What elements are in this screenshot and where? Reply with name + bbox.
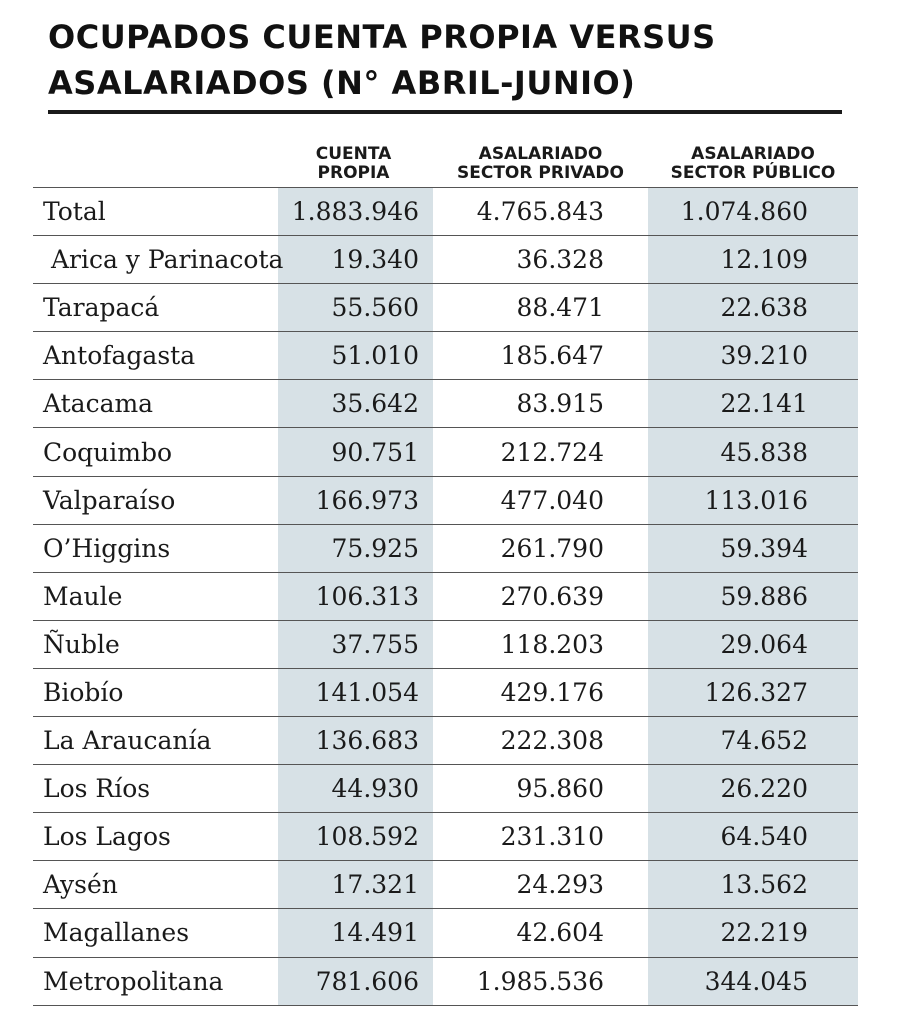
cell-asalariado-publico: 344.045: [648, 957, 858, 1005]
cell-cuenta-propia: 90.751: [278, 428, 433, 476]
cell-asalariado-privado: 4.765.843: [433, 188, 648, 236]
header-cuenta-propia-line1: CUENTA: [315, 144, 392, 164]
cell-asalariado-privado: 222.308: [433, 717, 648, 765]
cell-region: Ñuble: [33, 620, 278, 668]
cell-cuenta-propia: 37.755: [278, 620, 433, 668]
cell-region: Maule: [33, 572, 278, 620]
cell-region: Aysén: [33, 861, 278, 909]
header-asalariado-privado: [433, 127, 648, 188]
cell-cuenta-propia: 1.883.946: [278, 188, 433, 236]
data-table: [33, 127, 858, 1006]
cell-asalariado-privado: 118.203: [433, 620, 648, 668]
cell-asalariado-publico: 22.219: [648, 909, 858, 957]
table-row: [33, 668, 858, 716]
cell-region: Antofagasta: [33, 332, 278, 380]
table-row: [33, 524, 858, 572]
header-asalariado-privado-line2: SECTOR PRIVADO: [457, 163, 624, 183]
cell-cuenta-propia: 106.313: [278, 572, 433, 620]
cell-asalariado-publico: 12.109: [648, 236, 858, 284]
table-row: [33, 428, 858, 476]
cell-asalariado-privado: 88.471: [433, 284, 648, 332]
table-row: [33, 861, 858, 909]
cell-asalariado-publico: 74.652: [648, 717, 858, 765]
title-rule: [48, 110, 842, 114]
cell-asalariado-publico: 26.220: [648, 765, 858, 813]
table-row: [33, 236, 858, 284]
cell-cuenta-propia: 14.491: [278, 909, 433, 957]
table-row: [33, 572, 858, 620]
table-row: [33, 813, 858, 861]
cell-region: Metropolitana: [33, 957, 278, 1005]
cell-region: Los Ríos: [33, 765, 278, 813]
cell-asalariado-publico: 45.838: [648, 428, 858, 476]
cell-asalariado-privado: 212.724: [433, 428, 648, 476]
cell-region: O’Higgins: [33, 524, 278, 572]
header-asalariado-privado-line1: ASALARIADO: [478, 144, 603, 164]
header-asalariado-publico-line1: ASALARIADO: [691, 144, 815, 164]
cell-asalariado-privado: 270.639: [433, 572, 648, 620]
header-cuenta-propia-line2: PROPIA: [317, 163, 390, 183]
cell-cuenta-propia: 108.592: [278, 813, 433, 861]
title-line-1: OCUPADOS CUENTA PROPIA VERSUS: [48, 18, 716, 56]
cell-asalariado-publico: 22.638: [648, 284, 858, 332]
cell-region: Los Lagos: [33, 813, 278, 861]
cell-region: Coquimbo: [33, 428, 278, 476]
cell-asalariado-privado: 185.647: [433, 332, 648, 380]
cell-region: Tarapacá: [33, 284, 278, 332]
cell-cuenta-propia: 75.925: [278, 524, 433, 572]
cell-asalariado-privado: 1.985.536: [433, 957, 648, 1005]
cell-region: Arica y Parinacota: [33, 236, 278, 284]
cell-asalariado-privado: 429.176: [433, 668, 648, 716]
cell-asalariado-privado: 477.040: [433, 476, 648, 524]
cell-asalariado-privado: 42.604: [433, 909, 648, 957]
cell-asalariado-publico: 29.064: [648, 620, 858, 668]
cell-cuenta-propia: 17.321: [278, 861, 433, 909]
table-row: [33, 909, 858, 957]
header-cuenta-propia: [278, 127, 433, 188]
cell-asalariado-privado: 36.328: [433, 236, 648, 284]
cell-cuenta-propia: 136.683: [278, 717, 433, 765]
header-asalariado-publico-line2: SECTOR PÚBLICO: [670, 163, 836, 183]
cell-asalariado-publico: 1.074.860: [648, 188, 858, 236]
cell-asalariado-privado: 95.860: [433, 765, 648, 813]
title-line-2: ASALARIADOS (N° ABRIL-JUNIO): [48, 64, 636, 102]
cell-asalariado-publico: 64.540: [648, 813, 858, 861]
header-row: [33, 127, 858, 188]
cell-cuenta-propia: 19.340: [278, 236, 433, 284]
cell-asalariado-publico: 39.210: [648, 332, 858, 380]
table-row: [33, 957, 858, 1005]
cell-cuenta-propia: 781.606: [278, 957, 433, 1005]
header-asalariado-publico: [648, 127, 858, 188]
cell-asalariado-publico: 113.016: [648, 476, 858, 524]
table-title: [48, 14, 848, 106]
table-body: [33, 188, 858, 1006]
cell-cuenta-propia: 35.642: [278, 380, 433, 428]
table-row: [33, 765, 858, 813]
cell-cuenta-propia: 166.973: [278, 476, 433, 524]
cell-region: Valparaíso: [33, 476, 278, 524]
cell-region: Magallanes: [33, 909, 278, 957]
cell-cuenta-propia: 55.560: [278, 284, 433, 332]
cell-region: Atacama: [33, 380, 278, 428]
table-row: [33, 188, 858, 236]
cell-region: Total: [33, 188, 278, 236]
cell-asalariado-publico: 59.886: [648, 572, 858, 620]
table-row: [33, 380, 858, 428]
cell-asalariado-privado: 83.915: [433, 380, 648, 428]
cell-asalariado-privado: 24.293: [433, 861, 648, 909]
table-row: [33, 476, 858, 524]
cell-region: Biobío: [33, 668, 278, 716]
cell-asalariado-publico: 59.394: [648, 524, 858, 572]
table-row: [33, 332, 858, 380]
cell-asalariado-publico: 13.562: [648, 861, 858, 909]
cell-asalariado-privado: 231.310: [433, 813, 648, 861]
table-row: [33, 620, 858, 668]
cell-asalariado-privado: 261.790: [433, 524, 648, 572]
table-row: [33, 717, 858, 765]
cell-asalariado-publico: 126.327: [648, 668, 858, 716]
cell-cuenta-propia: 44.930: [278, 765, 433, 813]
cell-cuenta-propia: 51.010: [278, 332, 433, 380]
header-region: [33, 127, 278, 188]
table-row: [33, 284, 858, 332]
cell-asalariado-publico: 22.141: [648, 380, 858, 428]
cell-region: La Araucanía: [33, 717, 278, 765]
cell-cuenta-propia: 141.054: [278, 668, 433, 716]
